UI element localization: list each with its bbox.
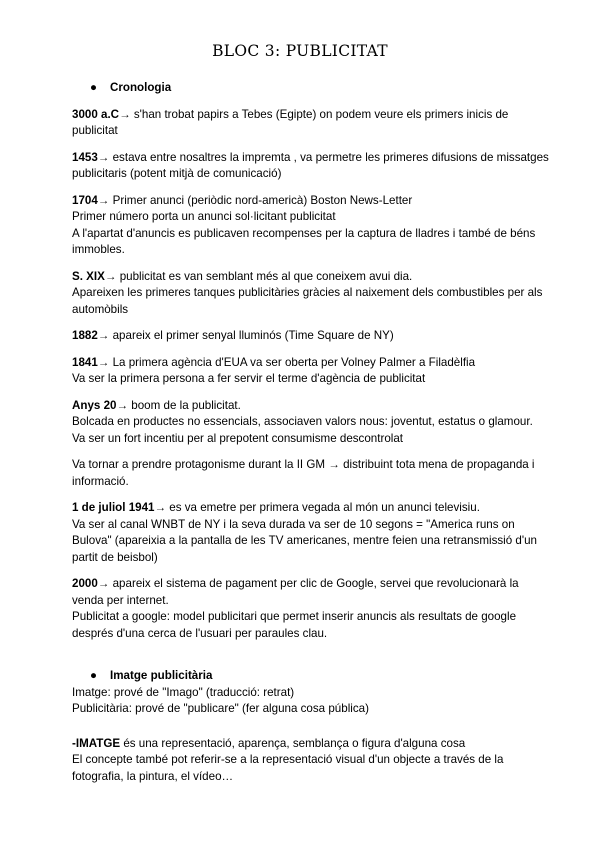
entry-text: Publicitat a google: model publicitari que permet inserir anuncis als resultats de google després d'una cerca de l'usuari per paraules clau. [72, 610, 517, 640]
entry-text: → boom de la publicitat. [116, 398, 241, 412]
entry-text: Apareixen les primeres tanques publicitàries gràcies al naixement dels combustibles per als automòbils [72, 286, 543, 316]
entry-text: Va ser un fort incentiu per al prepotent consumisme descontrolat [72, 431, 404, 445]
definition-block [72, 685, 552, 718]
entry-text: A l'apartat d'anuncis es publicaven recompenses per la captura de lladres i també de béns immobles. [72, 226, 536, 256]
entry-key: 1882 [72, 329, 98, 342]
entry-key: 1704 [72, 193, 98, 207]
timeline-entry [72, 193, 552, 259]
definition-line: Imatge: prové de "Imago" (traducció: retrat) [72, 685, 295, 699]
definition-line: Publicitària: prové de "publicare" (fer alguna cosa pública) [72, 702, 369, 715]
bullet-icon: ● [90, 81, 98, 94]
section-heading-text: Imatge publicitària [110, 669, 213, 682]
timeline-entry [72, 355, 552, 388]
entry-text: Va ser la primera persona a fer servir el terme d'agència de publicitat [72, 372, 426, 385]
timeline-entry [72, 576, 552, 642]
entry-text: → estava entre nosaltres la impremta , va permetre les primeres difusions de missatges publicitaris (potent mitjà de comunicació) [72, 150, 549, 180]
page-title: BLOC 3: PUBLICITAT [212, 42, 388, 60]
entry-text: → La primera agència d'EUA va ser oberta per Volney Palmer a Filadèlfia [97, 355, 476, 369]
definition-key: -IMATGE [72, 736, 121, 750]
entry-text: → apareix el sistema de pagament per clic de Google, servei que revolucionarà la venda per internet. [72, 577, 519, 607]
entry-key: 1 de juliol 1941 [72, 501, 155, 514]
entry-key: 2000 [72, 577, 98, 590]
section-heading-text: Cronologia [110, 81, 172, 94]
timeline-entry [72, 398, 552, 448]
entry-text: → apareix el primer senyal lluminós (Time Square de NY) [97, 329, 394, 342]
timeline-entry [72, 269, 552, 319]
entry-text: Va tornar a prendre protagonisme durant la II GM → distribuint tota mena de propaganda i informació. [72, 458, 535, 488]
timeline-entry [72, 107, 552, 140]
section-heading-imatge [72, 668, 552, 685]
definition-block [72, 736, 552, 786]
entry-text: Primer número porta un anunci sol·licitant publicitat [72, 210, 336, 223]
definition-line: és una representació, aparença, semblança o figura d'alguna cosa [120, 736, 466, 750]
document-body [72, 80, 552, 785]
timeline-entry [72, 150, 552, 183]
entry-key: Anys 20 [72, 398, 117, 412]
entry-key: 1841 [72, 355, 98, 369]
entry-text: → es va emetre per primera vegada al món un anunci televisiu. [154, 501, 480, 514]
timeline-entry [72, 457, 552, 490]
entry-text: Va ser al canal WNBT de NY i la seva durada va ser de 10 segons = "America runs on Bulova" (apareixia a la pantalla de les TV americanes, mentre feien una retransmissió d'un partit de beisbol) [72, 517, 537, 564]
definition-line: El concepte també pot referir-se a la representació visual d'un objecte a través de la fotografia, la pintura, el vídeo… [72, 753, 504, 783]
timeline-entry [72, 500, 552, 566]
bullet-icon: ● [90, 669, 98, 682]
entry-text: → s'han trobat papirs a Tebes (Egipte) on podem veure els primers inicis de publicitat [72, 107, 509, 137]
entry-text: → Primer anunci (periòdic nord-americà) Boston News-Letter [97, 193, 413, 207]
entry-key: 1453 [72, 150, 98, 164]
section-heading-cronologia [72, 80, 552, 97]
timeline-entry [72, 328, 552, 345]
entry-text: Bolcada en productes no essencials, associaven valors nous: joventut, estatus o glamour. [72, 415, 533, 428]
entry-key: 3000 a.C [72, 107, 120, 121]
entry-key: S. XIX [72, 269, 105, 283]
entry-text: → publicitat es van semblant més al que coneixem avui dia. [104, 269, 413, 283]
